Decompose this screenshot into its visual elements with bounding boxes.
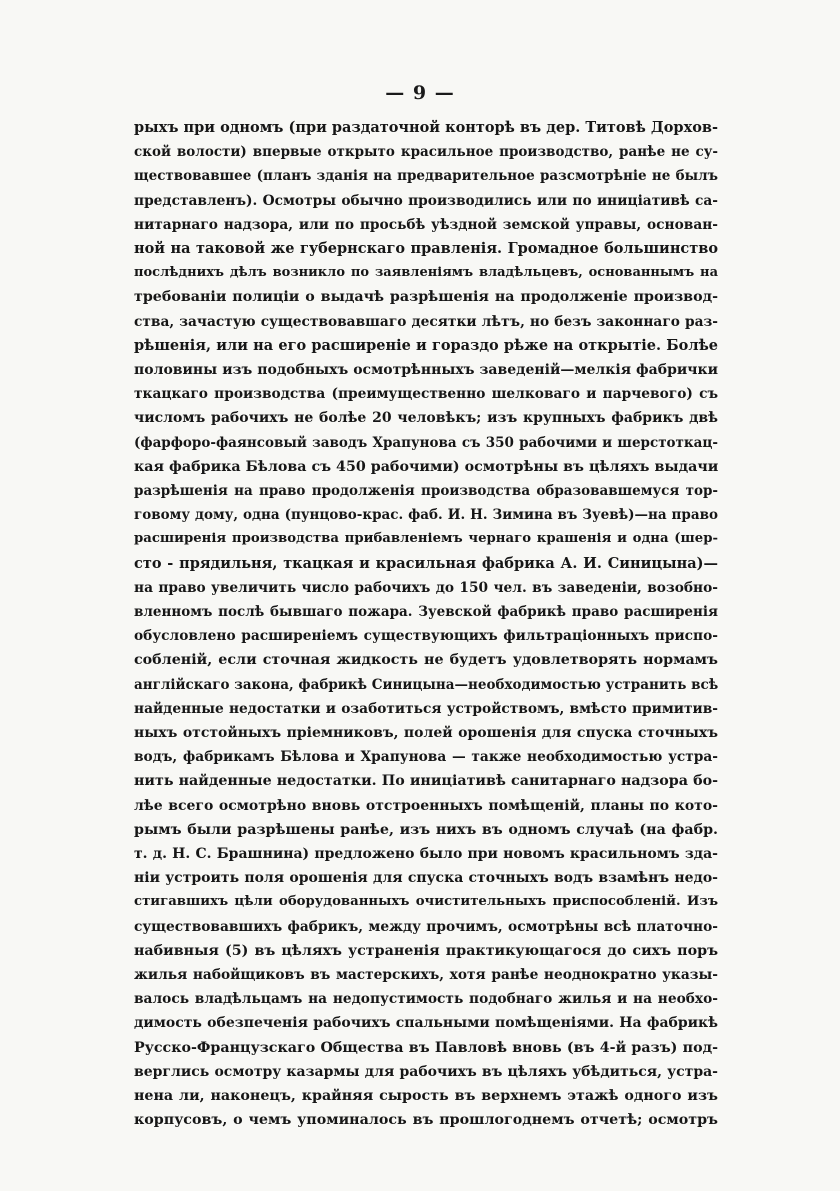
text-line: послѣднихъ дѣлъ возникло по заявленіямъ владѣльцевъ, основаннымъ на [134,265,718,281]
text-line: ткацкаго производства (преимущественно шелковаго и парчевого) съ [134,386,718,403]
text-line: рымъ были разрѣшены ранѣе, изъ нихъ въ одномъ случаѣ (на фабр. [134,821,718,838]
text-line: представленъ). Осмотры обычно производились или по иниціативѣ са- [134,192,718,209]
text-line: кая фабрика Бѣлова съ 450 рабочими) осмотрѣны въ цѣляхъ выдачи [134,458,718,475]
text-line: существовавшихъ фабрикъ, между прочимъ, осмотрѣны всѣ платочно- [134,918,718,935]
text-line: Русско-Французскаго Общества въ Павловѣ вновь (въ 4-й разъ) под- [134,1039,718,1056]
text-line: обусловлено расширеніемъ существующихъ фильтраціонныхъ приспо- [134,628,718,645]
text-line: числомъ рабочихъ не болѣе 20 человѣкъ; изъ крупныхъ фабрикъ двѣ [134,410,718,427]
text-line: нитарнаго надзора, или по просьбѣ уѣздной земской управы, основан- [134,216,718,233]
text-line: стигавшихъ цѣли оборудованныхъ очистительныхъ приспособленій. Изъ [134,894,718,910]
text-line: нить найденные недостатки. По иниціативѣ санитарнаго надзора бо- [134,773,718,790]
text-line: требованіи полиціи о выдачѣ разрѣшенія на продолженіе производ- [134,289,718,306]
text-line: рыхъ при одномъ (при раздаточной конторѣ въ дер. Титовѣ Дорхов- [134,119,718,136]
text-line: ныхъ отстойныхъ пріемниковъ, полей орошенія для спуска сточныхъ [134,725,718,741]
text-line: разрѣшенія на право продолженія производства образовавшемуся тор- [134,483,718,499]
text-line: (фарфоро-фаянсовый заводъ Храпунова съ 350 рабочими и шерстоткац- [134,434,718,451]
text-line: ніи устроить поля орошенія для спуска сточныхъ водъ взамѣнъ недо- [134,870,718,887]
text-line: лѣе всего осмотрѣно вновь отстроенныхъ помѣщеній, планы по кото- [134,797,718,814]
text-line: верглись осмотру казармы для рабочихъ въ цѣляхъ убѣдиться, устра- [134,1063,718,1080]
text-line: валось владѣльцамъ на недопустимость подобнаго жилья и на необхо- [134,991,718,1008]
text-line: корпусовъ, о чемъ упоминалось въ прошлогоднемъ отчетѣ; осмотръ [134,1112,718,1129]
text-line: т. д. Н. С. Брашнина) предложено было при новомъ красильномъ зда- [134,846,718,862]
text-line: на право увеличить число рабочихъ до 150 чел. въ заведеніи, возобно- [134,579,718,596]
text-line: сто - прядильня, ткацкая и красильная фабрика А. И. Синицына)— [134,554,718,572]
text-line: ществовавшее (планъ зданія на предварительное разсмотрѣніе не былъ [134,168,718,185]
text-line: ной на таковой же губернскаго правленія. Громадное большинство [134,240,718,257]
text-line: димость обезпеченія рабочихъ спальными помѣщеніями. На фабрикѣ [134,1015,718,1032]
text-line: рѣшенія, или на его расширеніе и гораздо рѣже на открытіе. Болѣе [134,336,718,354]
text-line: водъ, фабрикамъ Бѣлова и Храпунова — также необходимостью устра- [134,749,718,766]
text-line: собленій, если сточная жидкость не будетъ удовлетворять нормамъ [134,652,718,669]
text-line: жилья набойщиковъ въ мастерскихъ, хотя ранѣе неоднократно указы- [134,967,718,983]
page-number: — 9 — [385,82,455,104]
text-line: говому дому, одна (пунцово-крас. фаб. И. Н. Зимина въ Зуевѣ)—на право [134,507,718,524]
text-line: половины изъ подобныхъ осмотрѣнныхъ заведеній—мелкія фабрички [134,362,718,378]
text-line: найденные недостатки и озаботиться устройствомъ, вмѣсто примитив- [134,700,718,717]
text-line: ства, зачастую существовавшаго десятки лѣтъ, но безъ законнаго раз- [134,313,718,330]
text-line: нена ли, наконецъ, крайняя сырость въ верхнемъ этажѣ одного изъ [134,1088,718,1104]
text-line: расширенія производства прибавленіемъ чернаго крашенія и одна (шер- [134,531,718,547]
text-line: набивныя (5) въ цѣляхъ устраненія практикующагося до сихъ поръ [134,942,718,959]
text-line: англійскаго закона, фабрикѣ Синицына—необходимостью устранить всѣ [134,676,718,693]
text-line: вленномъ послѣ бывшаго пожара. Зуевской фабрикѣ право расширенія [134,604,718,620]
text-line: ской волости) впервые открыто красильное производство, ранѣе не су- [134,144,718,161]
